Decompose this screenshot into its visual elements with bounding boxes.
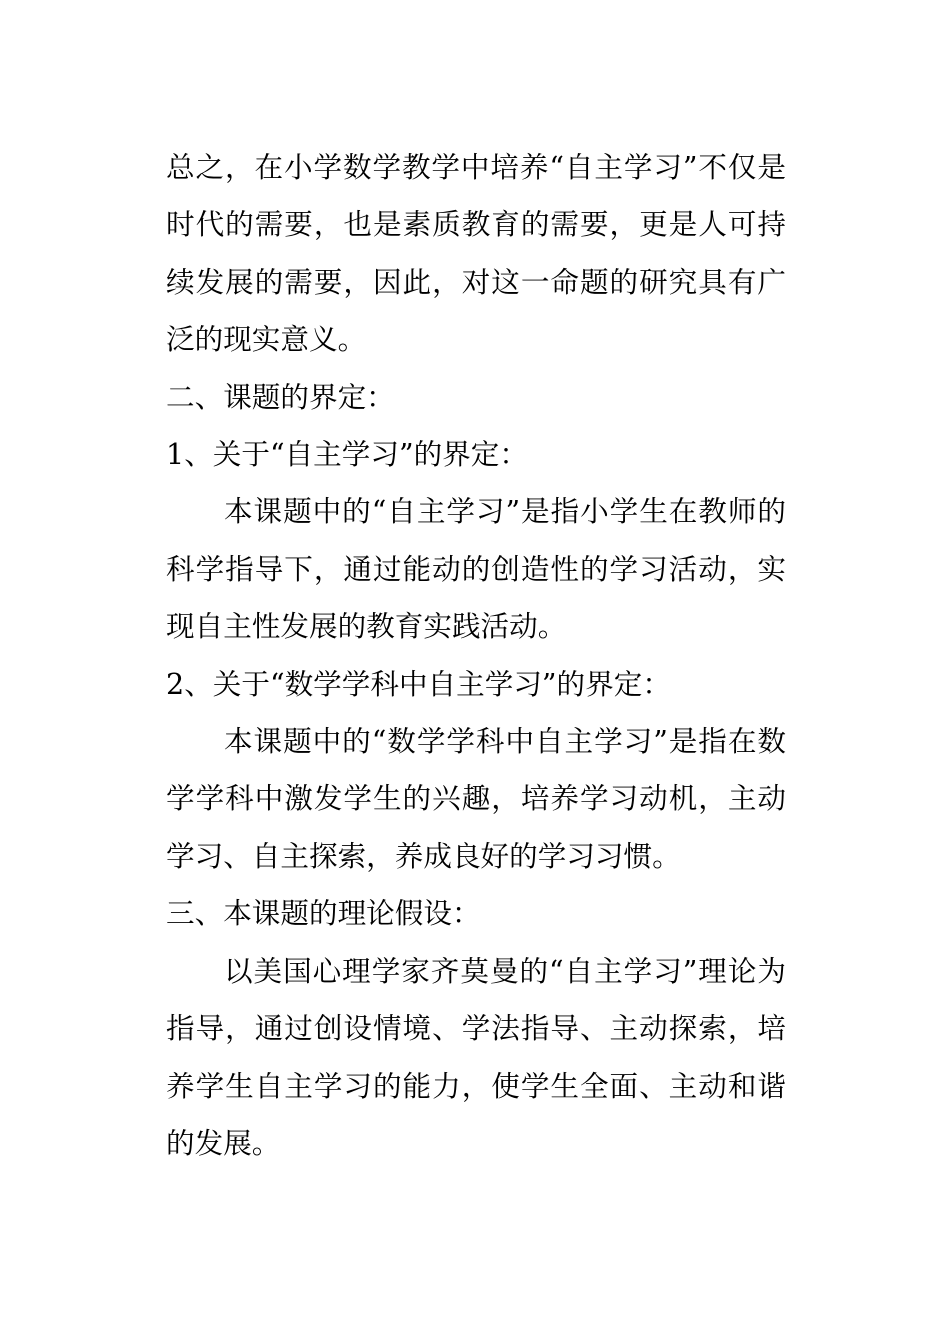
paragraph-math-autonomous-learning-definition: 本课题中的“数学学科中自主学习”是指在数学学科中激发学生的兴趣，培养学习动机，主动学习、自主探索，养成良好的学习习惯。	[166, 724, 786, 873]
section-heading-topic-definition: 二、课题的界定：	[166, 379, 395, 414]
subheading-math-autonomous-learning: 2、关于“数学学科中自主学习”的界定：	[166, 666, 671, 701]
paragraph-autonomous-learning-definition: 本课题中的“自主学习”是指小学生在教师的科学指导下，通过能动的创造性的学习活动，实现自主性发展的教育实践活动。	[166, 494, 786, 644]
paragraph-theoretical-hypothesis: 以美国心理学家齐莫曼的“自主学习”理论为指导，通过创设情境、学法指导、主动探索，培养学生自主学习的能力，使学生全面、主动和谐的发展。	[166, 953, 786, 1160]
document-body	[166, 139, 786, 1172]
section-heading-theoretical-hypothesis: 三、本课题的理论假设：	[166, 896, 481, 931]
paragraph-summary: 总之，在小学数学教学中培养“自主学习”不仅是时代的需要，也是素质教育的需要，更是人可持续发展的需要，因此，对这一命题的研究具有广泛的现实意义。	[166, 150, 786, 357]
subheading-autonomous-learning: 1、关于“自主学习”的界定：	[166, 437, 528, 472]
